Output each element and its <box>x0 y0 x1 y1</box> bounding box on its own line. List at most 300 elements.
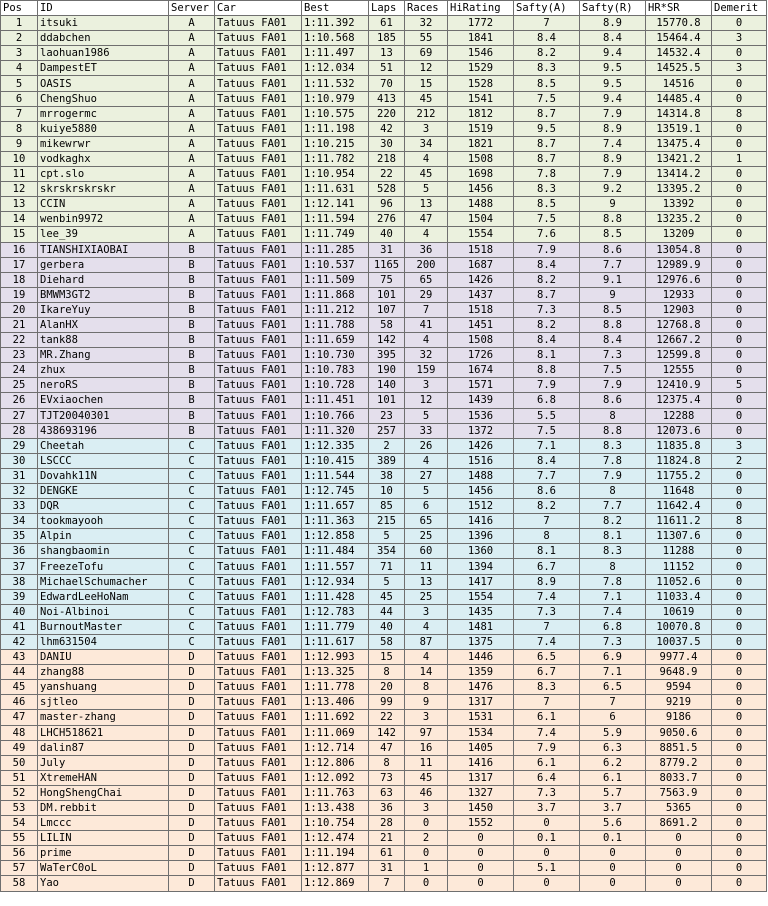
safety-a-cell: 5.1 <box>514 861 580 876</box>
hr-sr-cell: 11052.6 <box>646 574 712 589</box>
car-cell: Tatuus FA01 <box>215 287 302 302</box>
hr-sr-cell: 8851.5 <box>646 740 712 755</box>
safety-r-cell: 9 <box>580 197 646 212</box>
demerit-cell: 0 <box>712 695 767 710</box>
pos-cell: 35 <box>1 529 38 544</box>
hirating-cell: 1456 <box>448 182 514 197</box>
pos-cell: 38 <box>1 574 38 589</box>
col-header-demerit: Demerit <box>712 1 767 16</box>
server-cell: D <box>169 861 215 876</box>
best-cell: 1:11.320 <box>302 423 369 438</box>
id-cell: EVxiaochen <box>38 393 169 408</box>
car-cell: Tatuus FA01 <box>215 121 302 136</box>
table-row <box>1 680 767 695</box>
car-cell: Tatuus FA01 <box>215 16 302 31</box>
laps-cell: 101 <box>369 393 405 408</box>
server-cell: C <box>169 514 215 529</box>
best-cell: 1:12.092 <box>302 770 369 785</box>
safety-r-cell: 8.5 <box>580 302 646 317</box>
pos-cell: 6 <box>1 91 38 106</box>
pos-cell: 21 <box>1 317 38 332</box>
id-cell: July <box>38 755 169 770</box>
hirating-cell: 1554 <box>448 227 514 242</box>
table-row <box>1 393 767 408</box>
pos-cell: 42 <box>1 634 38 649</box>
best-cell: 1:12.934 <box>302 574 369 589</box>
laps-cell: 61 <box>369 846 405 861</box>
hr-sr-cell: 13395.2 <box>646 182 712 197</box>
hirating-cell: 1812 <box>448 106 514 121</box>
id-cell: sjtleo <box>38 695 169 710</box>
hr-sr-cell: 13235.2 <box>646 212 712 227</box>
safety-a-cell: 7 <box>514 16 580 31</box>
demerit-cell: 0 <box>712 302 767 317</box>
hirating-cell: 1488 <box>448 197 514 212</box>
server-cell: D <box>169 725 215 740</box>
hirating-cell: 1446 <box>448 650 514 665</box>
demerit-cell: 1 <box>712 151 767 166</box>
safety-r-cell: 8 <box>580 408 646 423</box>
best-cell: 1:12.783 <box>302 604 369 619</box>
races-cell: 3 <box>405 800 448 815</box>
id-cell: itsuki <box>38 16 169 31</box>
laps-cell: 96 <box>369 197 405 212</box>
server-cell: C <box>169 453 215 468</box>
best-cell: 1:11.749 <box>302 227 369 242</box>
demerit-cell: 0 <box>712 740 767 755</box>
server-cell: B <box>169 378 215 393</box>
safety-r-cell: 8.8 <box>580 423 646 438</box>
safety-a-cell: 8.1 <box>514 348 580 363</box>
laps-cell: 23 <box>369 408 405 423</box>
id-cell: MichaelSchumacher <box>38 574 169 589</box>
hirating-cell: 1674 <box>448 363 514 378</box>
car-cell: Tatuus FA01 <box>215 861 302 876</box>
races-cell: 5 <box>405 484 448 499</box>
table-body <box>1 16 767 891</box>
best-cell: 1:12.877 <box>302 861 369 876</box>
car-cell: Tatuus FA01 <box>215 408 302 423</box>
id-cell: AlanHX <box>38 317 169 332</box>
id-cell: lee_39 <box>38 227 169 242</box>
best-cell: 1:10.575 <box>302 106 369 121</box>
car-cell: Tatuus FA01 <box>215 755 302 770</box>
table-row <box>1 529 767 544</box>
races-cell: 4 <box>405 650 448 665</box>
safety-a-cell: 7.5 <box>514 91 580 106</box>
pos-cell: 34 <box>1 514 38 529</box>
laps-cell: 40 <box>369 227 405 242</box>
hr-sr-cell: 12288 <box>646 408 712 423</box>
id-cell: CCIN <box>38 197 169 212</box>
races-cell: 4 <box>405 227 448 242</box>
table-row <box>1 76 767 91</box>
demerit-cell: 3 <box>712 61 767 76</box>
safety-a-cell: 7.9 <box>514 378 580 393</box>
col-header-safety-a: Safty(A) <box>514 1 580 16</box>
server-cell: A <box>169 182 215 197</box>
hirating-cell: 1416 <box>448 514 514 529</box>
hirating-cell: 1841 <box>448 31 514 46</box>
table-row <box>1 604 767 619</box>
hirating-cell: 1726 <box>448 348 514 363</box>
demerit-cell: 8 <box>712 106 767 121</box>
car-cell: Tatuus FA01 <box>215 544 302 559</box>
races-cell: 65 <box>405 514 448 529</box>
races-cell: 4 <box>405 453 448 468</box>
safety-a-cell: 6.1 <box>514 755 580 770</box>
hr-sr-cell: 13475.4 <box>646 136 712 151</box>
best-cell: 1:12.993 <box>302 650 369 665</box>
best-cell: 1:12.474 <box>302 831 369 846</box>
server-cell: C <box>169 619 215 634</box>
safety-r-cell: 5.6 <box>580 816 646 831</box>
table-row <box>1 423 767 438</box>
safety-r-cell: 7.3 <box>580 634 646 649</box>
safety-a-cell: 7.4 <box>514 634 580 649</box>
hr-sr-cell: 11642.4 <box>646 499 712 514</box>
col-header-server: Server <box>169 1 215 16</box>
table-row <box>1 589 767 604</box>
best-cell: 1:11.497 <box>302 46 369 61</box>
races-cell: 5 <box>405 182 448 197</box>
table-row <box>1 650 767 665</box>
hr-sr-cell: 0 <box>646 846 712 861</box>
server-cell: A <box>169 151 215 166</box>
safety-r-cell: 9 <box>580 287 646 302</box>
safety-a-cell: 0 <box>514 876 580 891</box>
car-cell: Tatuus FA01 <box>215 302 302 317</box>
demerit-cell: 0 <box>712 589 767 604</box>
demerit-cell: 0 <box>712 167 767 182</box>
safety-a-cell: 6.4 <box>514 770 580 785</box>
server-cell: C <box>169 484 215 499</box>
table-row <box>1 816 767 831</box>
hirating-cell: 1687 <box>448 257 514 272</box>
hr-sr-cell: 12599.8 <box>646 348 712 363</box>
hirating-cell: 1541 <box>448 91 514 106</box>
server-cell: C <box>169 438 215 453</box>
best-cell: 1:11.194 <box>302 846 369 861</box>
id-cell: DampestET <box>38 61 169 76</box>
table-row <box>1 227 767 242</box>
id-cell: LHCH518621 <box>38 725 169 740</box>
server-cell: C <box>169 529 215 544</box>
safety-a-cell: 8.7 <box>514 287 580 302</box>
races-cell: 11 <box>405 559 448 574</box>
safety-r-cell: 7.7 <box>580 257 646 272</box>
laps-cell: 63 <box>369 785 405 800</box>
hirating-cell: 1554 <box>448 589 514 604</box>
car-cell: Tatuus FA01 <box>215 227 302 242</box>
pos-cell: 18 <box>1 272 38 287</box>
hr-sr-cell: 11152 <box>646 559 712 574</box>
col-header-laps: Laps <box>369 1 405 16</box>
table-row <box>1 468 767 483</box>
safety-a-cell: 9.5 <box>514 121 580 136</box>
table-row <box>1 363 767 378</box>
demerit-cell: 2 <box>712 453 767 468</box>
safety-a-cell: 7.6 <box>514 227 580 242</box>
table-row <box>1 182 767 197</box>
best-cell: 1:11.451 <box>302 393 369 408</box>
pos-cell: 27 <box>1 408 38 423</box>
safety-r-cell: 7.8 <box>580 574 646 589</box>
pos-cell: 36 <box>1 544 38 559</box>
table-row <box>1 333 767 348</box>
hr-sr-cell: 12976.6 <box>646 272 712 287</box>
best-cell: 1:10.783 <box>302 363 369 378</box>
id-cell: OASIS <box>38 76 169 91</box>
hirating-cell: 1426 <box>448 272 514 287</box>
laps-cell: 528 <box>369 182 405 197</box>
demerit-cell: 0 <box>712 333 767 348</box>
hirating-cell: 1529 <box>448 61 514 76</box>
pos-cell: 39 <box>1 589 38 604</box>
hr-sr-cell: 9594 <box>646 680 712 695</box>
races-cell: 33 <box>405 423 448 438</box>
safety-r-cell: 8 <box>580 559 646 574</box>
laps-cell: 8 <box>369 665 405 680</box>
hirating-cell: 1435 <box>448 604 514 619</box>
laps-cell: 21 <box>369 831 405 846</box>
demerit-cell: 0 <box>712 423 767 438</box>
id-cell: IkareYuy <box>38 302 169 317</box>
safety-a-cell: 8.2 <box>514 499 580 514</box>
pos-cell: 15 <box>1 227 38 242</box>
safety-r-cell: 8.9 <box>580 151 646 166</box>
car-cell: Tatuus FA01 <box>215 559 302 574</box>
races-cell: 4 <box>405 619 448 634</box>
table-row <box>1 725 767 740</box>
id-cell: DENGKE <box>38 484 169 499</box>
safety-a-cell: 8.7 <box>514 151 580 166</box>
laps-cell: 220 <box>369 106 405 121</box>
table-row <box>1 348 767 363</box>
hirating-cell: 0 <box>448 831 514 846</box>
safety-a-cell: 7.9 <box>514 740 580 755</box>
id-cell: zhang88 <box>38 665 169 680</box>
safety-r-cell: 7.7 <box>580 499 646 514</box>
safety-a-cell: 7 <box>514 695 580 710</box>
best-cell: 1:12.858 <box>302 529 369 544</box>
laps-cell: 257 <box>369 423 405 438</box>
pos-cell: 26 <box>1 393 38 408</box>
safety-a-cell: 8.4 <box>514 257 580 272</box>
demerit-cell: 0 <box>712 619 767 634</box>
best-cell: 1:11.763 <box>302 785 369 800</box>
id-cell: LSCCC <box>38 453 169 468</box>
races-cell: 8 <box>405 680 448 695</box>
pos-cell: 46 <box>1 695 38 710</box>
table-row <box>1 755 767 770</box>
laps-cell: 22 <box>369 710 405 725</box>
safety-r-cell: 6.5 <box>580 680 646 695</box>
safety-a-cell: 8.2 <box>514 317 580 332</box>
safety-a-cell: 7.9 <box>514 242 580 257</box>
pos-cell: 14 <box>1 212 38 227</box>
hirating-cell: 1456 <box>448 484 514 499</box>
pos-cell: 33 <box>1 499 38 514</box>
table-row <box>1 302 767 317</box>
best-cell: 1:11.631 <box>302 182 369 197</box>
table-row <box>1 16 767 31</box>
hr-sr-cell: 13054.8 <box>646 242 712 257</box>
server-cell: B <box>169 257 215 272</box>
safety-r-cell: 6.3 <box>580 740 646 755</box>
pos-cell: 47 <box>1 710 38 725</box>
id-cell: Noi-Albinoi <box>38 604 169 619</box>
demerit-cell: 5 <box>712 378 767 393</box>
demerit-cell: 0 <box>712 876 767 891</box>
hirating-cell: 1394 <box>448 559 514 574</box>
demerit-cell: 0 <box>712 287 767 302</box>
best-cell: 1:12.335 <box>302 438 369 453</box>
safety-a-cell: 6.7 <box>514 559 580 574</box>
best-cell: 1:10.728 <box>302 378 369 393</box>
car-cell: Tatuus FA01 <box>215 423 302 438</box>
server-cell: D <box>169 800 215 815</box>
pos-cell: 28 <box>1 423 38 438</box>
server-cell: B <box>169 408 215 423</box>
hirating-cell: 1571 <box>448 378 514 393</box>
pos-cell: 8 <box>1 121 38 136</box>
car-cell: Tatuus FA01 <box>215 31 302 46</box>
table-row <box>1 740 767 755</box>
id-cell: HongShengChai <box>38 785 169 800</box>
best-cell: 1:12.806 <box>302 755 369 770</box>
safety-a-cell: 7.1 <box>514 438 580 453</box>
pos-cell: 11 <box>1 167 38 182</box>
demerit-cell: 0 <box>712 559 767 574</box>
car-cell: Tatuus FA01 <box>215 514 302 529</box>
car-cell: Tatuus FA01 <box>215 484 302 499</box>
hirating-cell: 1417 <box>448 574 514 589</box>
col-header-hr-sr: HR*SR <box>646 1 712 16</box>
hr-sr-cell: 10070.8 <box>646 619 712 634</box>
safety-a-cell: 8.6 <box>514 484 580 499</box>
safety-r-cell: 5.7 <box>580 785 646 800</box>
demerit-cell: 0 <box>712 665 767 680</box>
safety-a-cell: 8.3 <box>514 680 580 695</box>
server-cell: C <box>169 559 215 574</box>
safety-r-cell: 8.1 <box>580 529 646 544</box>
laps-cell: 99 <box>369 695 405 710</box>
laps-cell: 38 <box>369 468 405 483</box>
server-cell: A <box>169 61 215 76</box>
table-row <box>1 514 767 529</box>
hirating-cell: 1426 <box>448 438 514 453</box>
safety-r-cell: 3.7 <box>580 800 646 815</box>
server-cell: A <box>169 227 215 242</box>
hr-sr-cell: 12989.9 <box>646 257 712 272</box>
hr-sr-cell: 15770.8 <box>646 16 712 31</box>
car-cell: Tatuus FA01 <box>215 800 302 815</box>
car-cell: Tatuus FA01 <box>215 106 302 121</box>
hirating-cell: 1518 <box>448 242 514 257</box>
server-cell: D <box>169 876 215 891</box>
hr-sr-cell: 12903 <box>646 302 712 317</box>
car-cell: Tatuus FA01 <box>215 634 302 649</box>
safety-r-cell: 7.1 <box>580 665 646 680</box>
car-cell: Tatuus FA01 <box>215 619 302 634</box>
best-cell: 1:11.198 <box>302 121 369 136</box>
safety-r-cell: 8.4 <box>580 333 646 348</box>
demerit-cell: 0 <box>712 272 767 287</box>
pos-cell: 32 <box>1 484 38 499</box>
hirating-cell: 1488 <box>448 468 514 483</box>
demerit-cell: 0 <box>712 393 767 408</box>
best-cell: 1:12.745 <box>302 484 369 499</box>
table-row <box>1 665 767 680</box>
safety-a-cell: 0.1 <box>514 831 580 846</box>
table-row <box>1 31 767 46</box>
best-cell: 1:11.657 <box>302 499 369 514</box>
hr-sr-cell: 0 <box>646 876 712 891</box>
hr-sr-cell: 10619 <box>646 604 712 619</box>
server-cell: B <box>169 423 215 438</box>
hr-sr-cell: 0 <box>646 861 712 876</box>
table-row <box>1 453 767 468</box>
id-cell: Lmccc <box>38 816 169 831</box>
id-cell: laohuan1986 <box>38 46 169 61</box>
server-cell: C <box>169 574 215 589</box>
laps-cell: 107 <box>369 302 405 317</box>
demerit-cell: 0 <box>712 227 767 242</box>
safety-r-cell: 0.1 <box>580 831 646 846</box>
header-row <box>1 1 767 16</box>
car-cell: Tatuus FA01 <box>215 61 302 76</box>
pos-cell: 2 <box>1 31 38 46</box>
laps-cell: 101 <box>369 287 405 302</box>
races-cell: 3 <box>405 710 448 725</box>
server-cell: A <box>169 16 215 31</box>
car-cell: Tatuus FA01 <box>215 589 302 604</box>
hr-sr-cell: 11835.8 <box>646 438 712 453</box>
server-cell: B <box>169 302 215 317</box>
table-row <box>1 800 767 815</box>
laps-cell: 185 <box>369 31 405 46</box>
races-cell: 32 <box>405 16 448 31</box>
safety-r-cell: 0 <box>580 846 646 861</box>
races-cell: 55 <box>405 31 448 46</box>
hirating-cell: 1504 <box>448 212 514 227</box>
safety-r-cell: 8.9 <box>580 121 646 136</box>
table-row <box>1 438 767 453</box>
laps-cell: 395 <box>369 348 405 363</box>
demerit-cell: 0 <box>712 408 767 423</box>
safety-r-cell: 7.4 <box>580 136 646 151</box>
best-cell: 1:12.034 <box>302 61 369 76</box>
hirating-cell: 1516 <box>448 453 514 468</box>
demerit-cell: 0 <box>712 529 767 544</box>
safety-r-cell: 8 <box>580 484 646 499</box>
car-cell: Tatuus FA01 <box>215 770 302 785</box>
hirating-cell: 1450 <box>448 800 514 815</box>
hr-sr-cell: 12375.4 <box>646 393 712 408</box>
laps-cell: 70 <box>369 76 405 91</box>
hr-sr-cell: 8779.2 <box>646 755 712 770</box>
safety-a-cell: 8 <box>514 529 580 544</box>
safety-a-cell: 7.3 <box>514 785 580 800</box>
id-cell: EdwardLeeHoNam <box>38 589 169 604</box>
pos-cell: 40 <box>1 604 38 619</box>
safety-a-cell: 5.5 <box>514 408 580 423</box>
best-cell: 1:10.954 <box>302 167 369 182</box>
hr-sr-cell: 14532.4 <box>646 46 712 61</box>
races-cell: 6 <box>405 499 448 514</box>
laps-cell: 58 <box>369 317 405 332</box>
